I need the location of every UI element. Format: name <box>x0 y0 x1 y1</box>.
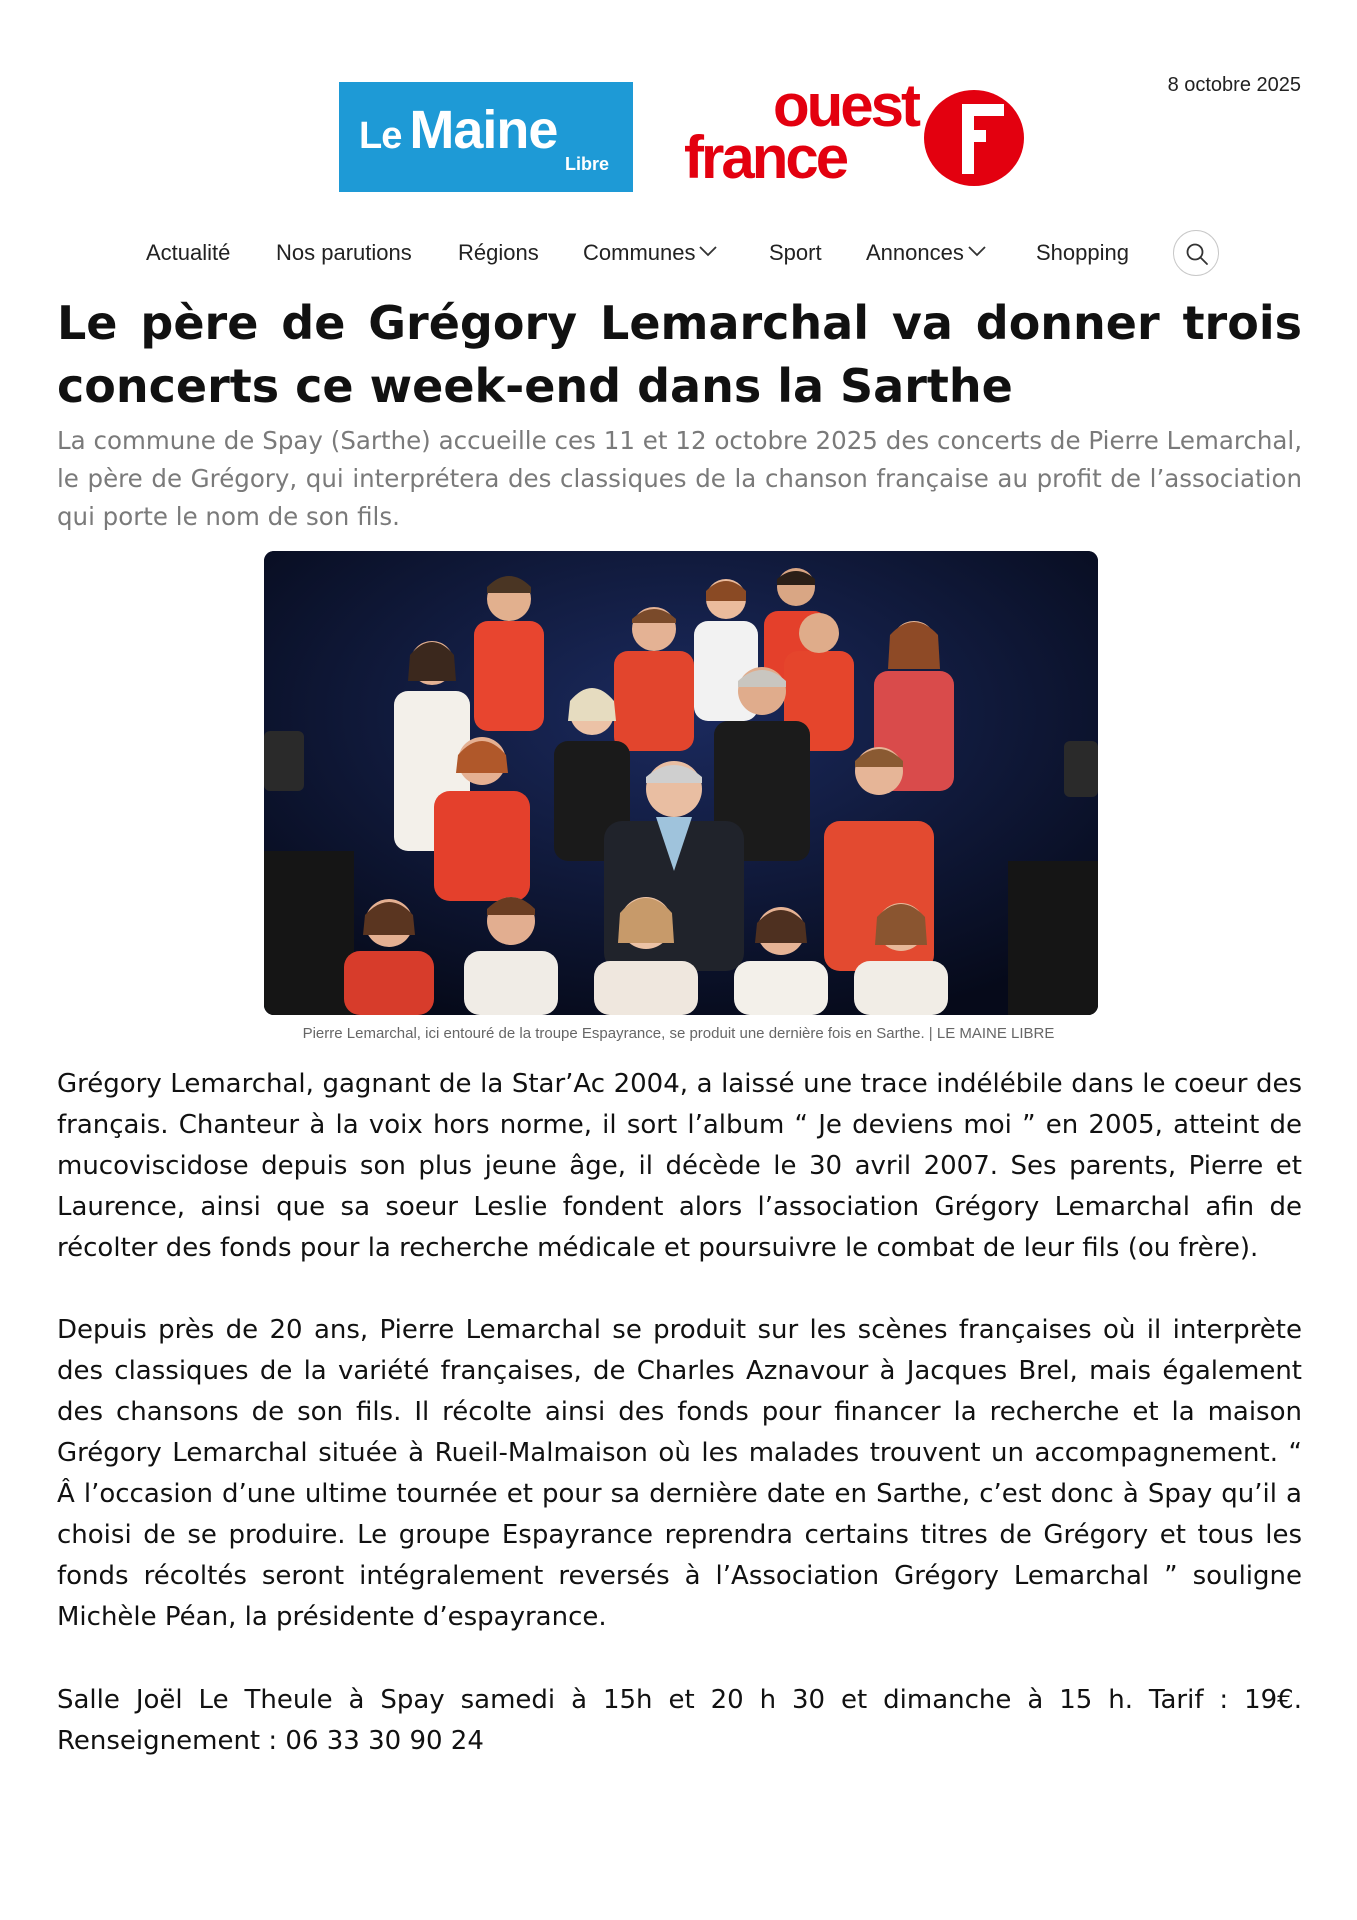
article-paragraph-3: Salle Joël Le Theule à Spay samedi à 15h et 20 h 30 et dimanche à 15 h. Tarif : 19€. Renseignement : 06 33 30 90 24 <box>57 1685 1302 1756</box>
chevron-down-icon <box>967 245 987 257</box>
group-photo-illustration <box>264 551 1098 1015</box>
chevron-down-icon <box>698 245 718 257</box>
photo-caption: Pierre Lemarchal, ici entouré de la troupe Espayrance, se produit une dernière fois en Sarthe. | LE MAINE LIBRE <box>302 1025 1055 1042</box>
logo-prefix: Le <box>359 115 402 157</box>
nav-regions[interactable]: Régions <box>458 240 539 265</box>
nav-communes[interactable] <box>583 240 718 266</box>
nav-sport[interactable]: Sport <box>769 240 822 265</box>
nav-annonces-label: Annonces <box>866 240 964 265</box>
nav-communes-label: Communes <box>583 240 696 265</box>
publication-date: 8 octobre 2025 <box>1167 74 1301 96</box>
nav-nos-parutions[interactable]: Nos parutions <box>276 240 412 265</box>
article-title: Le père de Grégory Lemarchal va donner trois concerts ce week-end dans la Sarthe <box>57 296 1302 413</box>
article-lead: La commune de Spay (Sarthe) accueille ces 11 et 12 octobre 2025 des concerts de Pierre Lemarchal, le père de Grégory, qui interprétera des classiques de la chanson française au profit de l’association qui porte le nom de son fils. <box>57 426 1302 531</box>
article-paragraph-2: Depuis près de 20 ans, Pierre Lemarchal se produit sur les scènes françaises où il interprète des classiques de la variété françaises, de Charles Aznavour à Jacques Brel, mais également des chansons de son fils. Il récolte ainsi des fonds pour financer la recherche et la maison Grégory Lemarchal située à Rueil-Malmaison où les malades trouvent un accompagnement. “ Â l’occasion d’une ultime tournée et pour sa dernière date en Sarthe, c’est donc à Spay qu’il a choisi de se produire. Le groupe Espayrance reprendra certains titres de Grégory et tous les fonds récoltés seront intégralement reversés à l’Association Grégory Lemarchal ” souligne Michèle Péan, la présidente d’espayrance. <box>57 1315 1302 1632</box>
article-paragraph-1: Grégory Lemarchal, gagnant de la Star’Ac 2004, a laissé une trace indélébile dans le coeur des français. Chanteur à la voix hors norme, il sort l’album “ Je deviens moi ” en 2005, atteint de mucoviscidose depuis son plus jeune âge, il décède le 30 avril 2007. Ses parents, Pierre et Laurence, ainsi que sa soeur Leslie fondent alors l’association Grégory Lemarchal afin de récolter des fonds pour la recherche médicale et poursuivre le combat de leur fils (ou frère). <box>57 1069 1302 1263</box>
le-maine-libre-logo[interactable] <box>339 82 633 192</box>
search-icon <box>1185 242 1209 266</box>
ouest-france-logo[interactable] <box>684 72 1030 196</box>
logo-name: Maine <box>409 100 558 160</box>
nav-actualite[interactable]: Actualité <box>146 240 231 265</box>
logo-sub: Libre <box>564 154 609 174</box>
nav-annonces[interactable] <box>866 240 987 266</box>
ouest-france-emblem-icon <box>922 88 1026 188</box>
logo-line-1: ouest <box>772 72 918 139</box>
main-navigation <box>0 230 1357 276</box>
search-button[interactable] <box>1173 230 1219 276</box>
nav-shopping[interactable]: Shopping <box>1036 240 1129 265</box>
article-photo[interactable] <box>264 551 1098 1015</box>
logo-line-2: france <box>684 124 847 191</box>
